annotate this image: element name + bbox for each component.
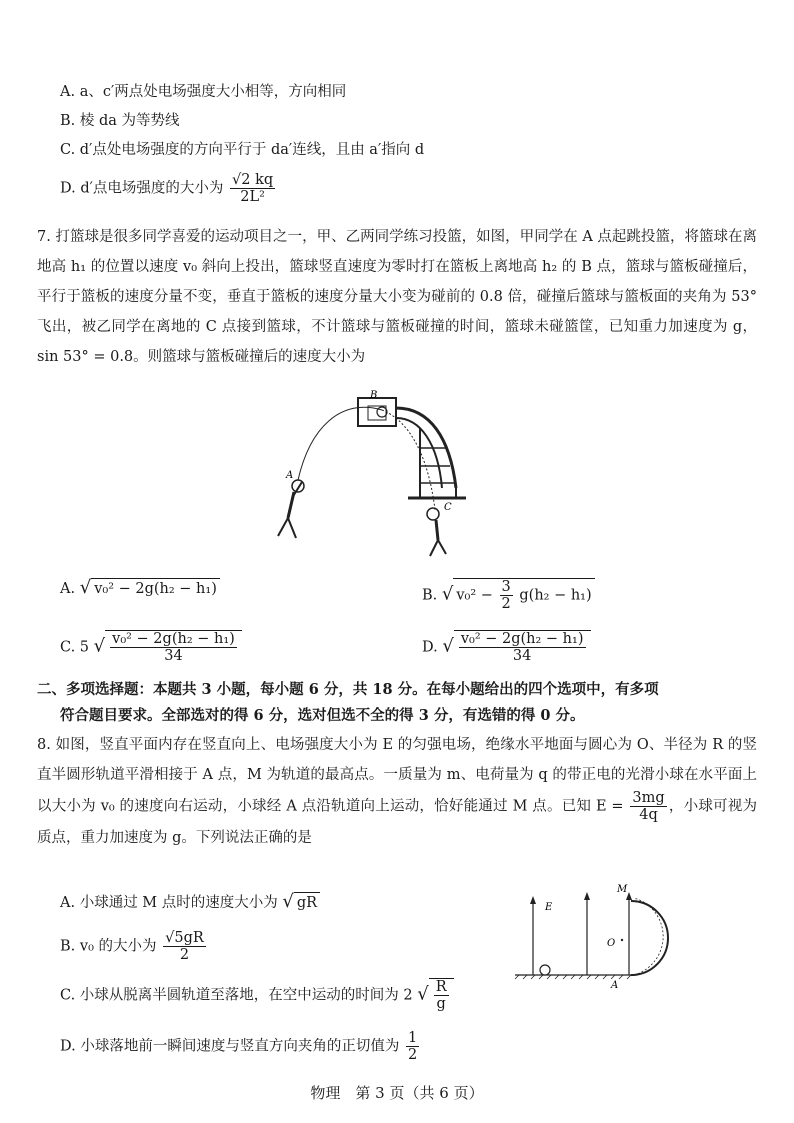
q7-option-d-numerator: v₀² − 2g(h₂ − h₁) xyxy=(460,631,584,647)
page-footer: 物理 第 3 页（共 6 页） xyxy=(310,1084,484,1102)
q8-option-c-radicand xyxy=(429,978,454,1012)
q7-option-b xyxy=(422,578,595,612)
player-a-leg-1 xyxy=(278,518,288,536)
q8-option-c-fraction xyxy=(434,979,449,1012)
q6-option-d-fraction xyxy=(230,172,275,205)
q6-option-d-numerator: √2 kq xyxy=(232,172,274,188)
q6-option-d xyxy=(60,172,277,205)
q6-option-c: C. d′点处电场强度的方向平行于 da′连线，且由 a′指向 d xyxy=(60,142,425,158)
q6-option-d-denominator: 2L² xyxy=(230,188,275,205)
q8-option-a xyxy=(60,892,320,913)
q7-stem: 7. 打篮球是很多同学喜爱的运动项目之一，甲、乙两同学练习投篮，如图，甲同学在 A 点起跳投篮，将篮球在离地高 h₁ 的位置以速度 v₀ 斜向上投出，篮球竖直速度为零时打在篮板上离地高 h₂ 的 B 点，篮球与篮板碰撞后，平行于篮板的速度分量不变，垂直于篮板的速度分量大小变为碰前的 0.8 倍，碰撞后篮球与篮板面的夹角为 53°飞出，被乙同学在离地的 C 点接到篮球，不计篮球与篮板碰撞的时间，篮球未碰篮筐，已知重力加速度为 g，sin 53° = 0.8。则篮球与篮板碰撞后的速度大小为 xyxy=(37,229,757,365)
q8-option-b-denominator: 2 xyxy=(163,946,206,963)
q7-option-b-numerator: 3 xyxy=(501,579,511,595)
q7-option-a-label: A. xyxy=(60,581,76,597)
q8-option-a-expr: gR xyxy=(294,892,320,913)
q8-option-c xyxy=(60,978,454,1012)
sqrt-icon: √ xyxy=(79,577,92,598)
q7-option-d xyxy=(422,630,591,664)
field-arrow-1 xyxy=(530,896,536,904)
q7-option-b-expr1: v₀² − xyxy=(456,587,493,604)
q7-option-c-numerator: v₀² − 2g(h₂ − h₁) xyxy=(112,631,235,647)
sqrt-icon: √ xyxy=(442,635,454,657)
label-b: B xyxy=(370,390,378,401)
q8-option-b-label: B. v₀ 的大小为 xyxy=(60,938,157,955)
q7-option-b-radicand xyxy=(453,578,594,612)
q7-option-b-expr2: g(h₂ − h₁) xyxy=(519,587,592,604)
q7-option-b-label: B. xyxy=(422,587,438,604)
q7-option-d-label: D. xyxy=(422,639,438,656)
q7-option-c-denominator: 34 xyxy=(110,647,237,664)
label-o: O xyxy=(607,938,616,949)
q8-option-b-numerator: √5gR xyxy=(165,930,204,946)
q7-option-b-fraction xyxy=(500,579,513,612)
q7-option-c xyxy=(60,630,242,664)
q7-option-d-radicand xyxy=(454,630,591,664)
q7-option-d-denominator: 34 xyxy=(459,647,586,664)
center-o-dot xyxy=(621,939,623,941)
q8-option-d-fraction xyxy=(406,1030,419,1063)
q8-stem-tail: ，小球可视为质点，重力加速度为 g。下列说法正确的是 xyxy=(37,798,758,846)
player-c-head xyxy=(427,508,439,520)
q8-option-d-label: D. 小球落地前一瞬间速度与竖直方向夹角的正切值为 xyxy=(60,1038,400,1055)
field-arrow-2 xyxy=(584,892,590,900)
q7-option-d-fraction xyxy=(459,631,586,664)
q6-option-a: A. a、c′两点处电场强度大小相等，方向相同 xyxy=(60,84,347,100)
q7-option-b-denominator: 2 xyxy=(501,596,511,612)
q7-option-c-fraction xyxy=(110,631,237,664)
q7-option-a xyxy=(60,578,220,599)
q8-stem-text: 8. 如图，竖直平面内存在竖直向上、电场强度大小为 E 的匀强电场，绝缘水平地面与圆心为 O、半径为 R 的竖直半圆形轨道平滑相接于 A 点，M 为轨道的最高点。一质量为 m、电荷量为 q 的带正电的光滑小球在水平面上以大小为 v₀ 的速度向右运动，小球经 A 点沿轨道向上运动，恰好能通过 M 点。已知 E = xyxy=(37,737,757,815)
q8-option-d-numerator: 1 xyxy=(407,1030,418,1046)
sqrt-icon: √ xyxy=(417,983,429,1005)
q8-option-a-label: A. 小球通过 M 点时的速度大小为 xyxy=(60,895,278,911)
q8-option-c-label: C. 小球从脱离半圆轨道至落地，在空中运动的时间为 2 xyxy=(60,987,413,1004)
q8-option-b xyxy=(60,930,208,963)
player-c-body xyxy=(436,520,438,540)
semicircle-track xyxy=(631,901,668,975)
basketball-figure xyxy=(270,388,490,558)
label-e: E xyxy=(545,902,553,913)
player-c-leg-2 xyxy=(438,540,446,554)
player-c-leg-1 xyxy=(430,540,438,556)
sqrt-icon: √ xyxy=(441,583,454,605)
label-m: M xyxy=(617,884,628,895)
sqrt-icon: √ xyxy=(282,891,294,912)
q8-option-d xyxy=(60,1030,421,1063)
q7-option-c-label: C. 5 xyxy=(60,639,90,656)
label-a-track: A xyxy=(611,980,619,990)
section2-heading-line2: 符合题目要求。全部选对的得 6 分，选对但选不全的得 3 分，有选错的得 0 分。 xyxy=(60,707,585,724)
q8-option-d-denominator: 2 xyxy=(407,1047,418,1063)
q8-option-c-denominator: g xyxy=(434,995,449,1012)
ball-trajectory-in xyxy=(298,407,382,480)
q8-e-numerator: 3mg xyxy=(632,790,665,806)
q8-option-b-fraction xyxy=(163,930,206,963)
small-ball xyxy=(540,965,550,975)
player-a-leg-2 xyxy=(288,518,296,538)
q7-option-c-radicand xyxy=(105,630,242,664)
q7-option-a-expr: v₀² − 2g(h₂ − h₁) xyxy=(91,578,220,599)
section2-heading-line1: 二、多项选择题：本题共 3 小题，每小题 6 分，共 18 分。在每小题给出的四个选项中，有多项 xyxy=(37,681,659,698)
label-a: A xyxy=(286,470,294,481)
q6-option-d-label: D. d′点电场强度的大小为 xyxy=(60,180,224,197)
q8-option-c-numerator: R xyxy=(435,979,447,995)
sqrt-icon: √ xyxy=(93,635,106,657)
q8-e-fraction xyxy=(630,790,666,823)
q8-stem xyxy=(37,730,757,853)
q6-option-b: B. 棱 da 为等势线 xyxy=(60,113,180,129)
q8-e-denominator: 4q xyxy=(630,806,666,823)
q8-figure xyxy=(505,880,685,990)
label-c: C xyxy=(444,502,452,513)
